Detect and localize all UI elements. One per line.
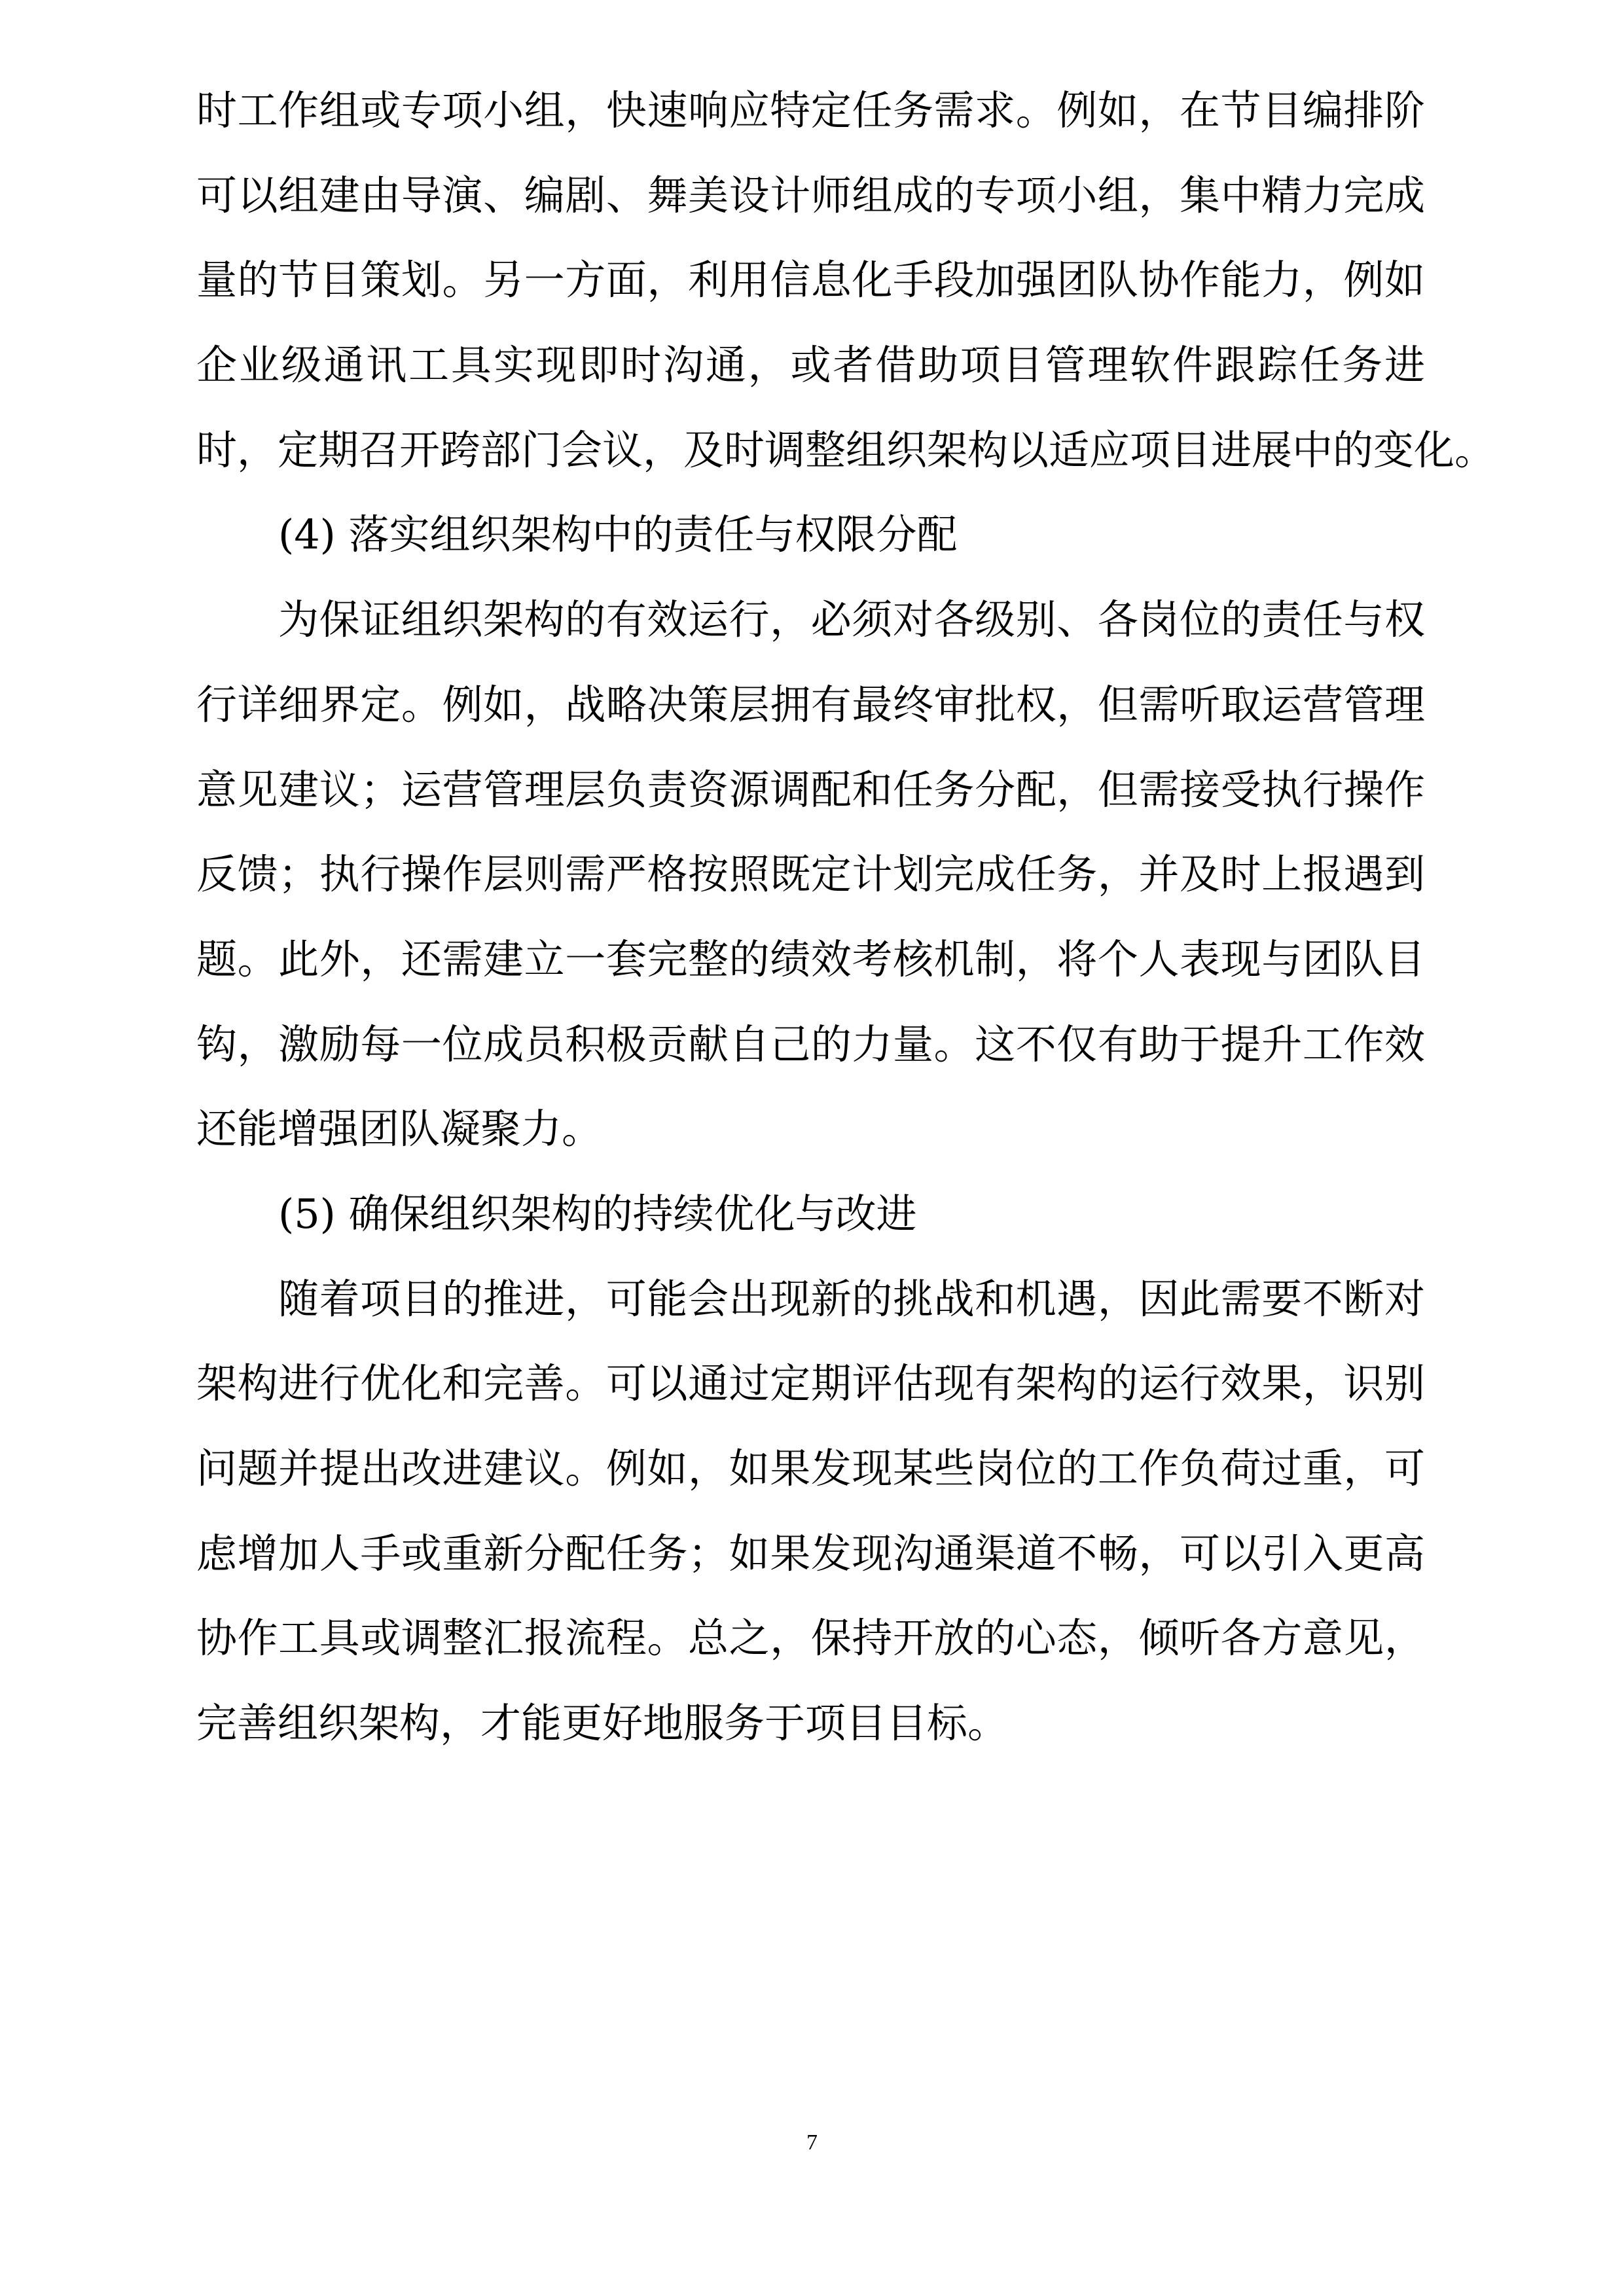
text-line: 可以组建由导演、编剧、舞美设计师组成的专项小组，集中精力完成 — [196, 171, 1425, 219]
section-heading-4: (4) 落实组织架构中的责任与权限分配 — [278, 511, 958, 559]
text-line: 随着项目的推进，可能会出现新的挑战和机遇，因此需要不断对 — [278, 1274, 1425, 1323]
paragraph-optimization — [196, 1257, 1425, 1766]
section-heading-5: (5) 确保组织架构的持续优化与改进 — [278, 1189, 917, 1238]
text-line: 还能增强团队凝聚力。 — [196, 1105, 603, 1153]
paragraph-continuation — [196, 68, 1496, 492]
document-body — [196, 68, 1496, 1766]
text-line: 时工作组或专项小组，快速响应特定任务需求。例如，在节目编排阶 — [196, 86, 1425, 134]
text-line: 问题并提出改进建议。例如，如果发现某些岗位的工作负荷过重，可 — [196, 1444, 1425, 1492]
text-line: 协作工具或调整汇报流程。总之，保持开放的心态，倾听各方意见， — [196, 1614, 1425, 1662]
text-line: 反馈；执行操作层则需严格按照既定计划完成任务，并及时上报遇到 — [196, 850, 1425, 899]
text-line: 时，定期召开跨部门会议，及时调整组织架构以适应项目进展中的变化。 — [196, 425, 1496, 474]
text-line: 钩，激励每一位成员积极贡献自己的力量。这不仅有助于提升工作效 — [196, 1020, 1425, 1068]
text-line: 架构进行优化和完善。可以通过定期评估现有架构的运行效果，识别 — [196, 1359, 1425, 1408]
text-line: 行详细界定。例如，战略决策层拥有最终审批权，但需听取运营管理 — [196, 680, 1425, 728]
text-line: 意见建议；运营管理层负责资源调配和任务分配，但需接受执行操作 — [196, 765, 1425, 814]
text-line: 完善组织架构，才能更好地服务于项目目标。 — [196, 1699, 1009, 1748]
text-line: 企业级通讯工具实现即时沟通，或者借助项目管理软件跟踪任务进 — [196, 341, 1425, 389]
text-line: 题。此外，还需建立一套完整的绩效考核机制，将个人表现与团队目 — [196, 935, 1425, 983]
text-line: 量的节目策划。另一方面，利用信息化手段加强团队协作能力，例如 — [196, 256, 1425, 304]
text-line: 虑增加人手或重新分配任务；如果发现沟通渠道不畅，可以引入更高 — [196, 1529, 1425, 1577]
text-line: 为保证组织架构的有效运行，必须对各级别、各岗位的责任与权 — [278, 596, 1425, 644]
page-number: 7 — [806, 2130, 818, 2155]
paragraph-responsibility — [196, 577, 1425, 1172]
